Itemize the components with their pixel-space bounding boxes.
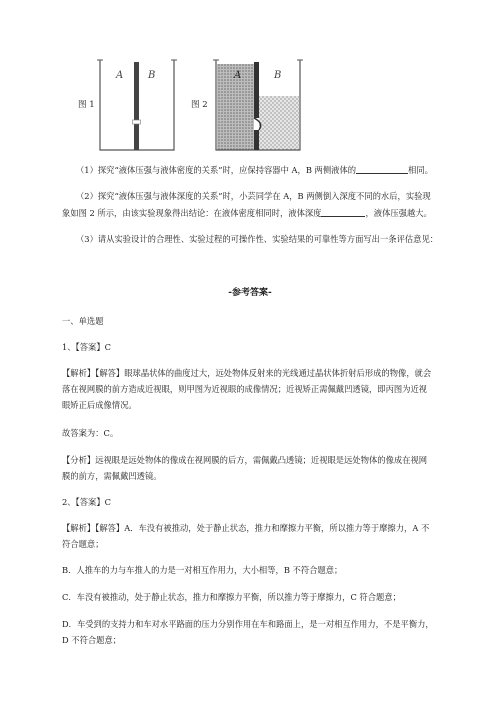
question-1-text: （1）探究“液体压强与液体密度的关系”时，应保持容器中 A，B 两侧液体的: [76, 165, 357, 175]
answer-2-option-d-line-1: D．车受到的支持力和车对水平路面的压力分别作用在车和路面上，是一对相互作用力，不是平衡力，: [62, 619, 434, 629]
answer-1-conclusion: 故答案为：C。: [62, 428, 119, 438]
figure-1-side-b: B: [148, 70, 156, 81]
section-heading: 一、单选题: [62, 316, 104, 326]
figure-2-label: 图 2: [191, 100, 208, 110]
answer-1-note-line-1: 【分析】远视眼是远处物体的像成在视网膜的后方，需佩戴凸透镜；近视眼是远处物体的像成在视网: [62, 455, 428, 465]
figure-1-label: 图 1: [78, 100, 95, 110]
answer-2-key: 2、【答案】C: [62, 497, 111, 507]
answer-2-option-c: C．车没有被推动，处于静止状态，推力和摩擦力平衡，所以推力等于摩擦力，C 符合题意；: [62, 592, 401, 602]
question-3: （3）请从实验设计的合理性、实验过程的可操作性、实验结果的可靠性等方面写出一条评估意见：: [76, 234, 439, 244]
answer-1-analysis-line-3: 眼矫正后成像情况。: [62, 400, 137, 410]
figure-1-container: [96, 58, 178, 154]
figure-1-side-a: A: [116, 70, 124, 81]
question-2-line-1: （2）探究“液体压强与液体深度的关系”时，小芸同学在 A，B 两侧倒入深度不同的水后，实验现: [76, 191, 431, 201]
answer-2-analysis-line-2: 符合题意；: [62, 539, 104, 549]
question-2-text: 象如图 2 所示，由该实验现象得出结论：在液体密度相同时，液体深度: [62, 208, 322, 218]
answer-2-option-d-line-2: D 不符合题意；: [62, 635, 122, 645]
question-1-suffix: 相同。: [408, 165, 433, 175]
answers-title: -参考答案-: [228, 288, 272, 298]
figure-2-container: [212, 58, 304, 154]
figure-2-side-a: A: [234, 70, 242, 81]
answer-2-analysis-line-1: 【解析】【解答】A．车没有被推动，处于静止状态，推力和摩擦力平衡，所以推力等于摩擦力，A 不: [62, 523, 430, 533]
answer-1-analysis-line-1: 【解析】【解答】眼球晶状体的曲度过大，远处物体反射来的光线通过晶状体折射后形成的物像，就会: [62, 368, 432, 378]
figure-2-side-b: B: [274, 70, 282, 81]
question-1: [76, 162, 472, 178]
answer-1-analysis-line-2: 落在视网膜的前方造成近视眼，则甲图为近视眼的成像情况；近视矫正需佩戴凹透镜，即丙图为近视: [62, 384, 428, 394]
answer-2-option-b: B．人推车的力与车推人的力是一对相互作用力，大小相等，B 不符合题意；: [62, 565, 343, 575]
question-2-suffix: ，液体压强越大。: [365, 208, 432, 218]
question-2-line-2: [62, 205, 472, 221]
question-1-blank: [356, 164, 408, 174]
question-2-blank: [321, 207, 365, 217]
answer-1-note-line-2: 膜的前方，需佩戴凹透镜。: [62, 471, 162, 481]
answer-1-key: 1、【答案】C: [62, 342, 111, 352]
